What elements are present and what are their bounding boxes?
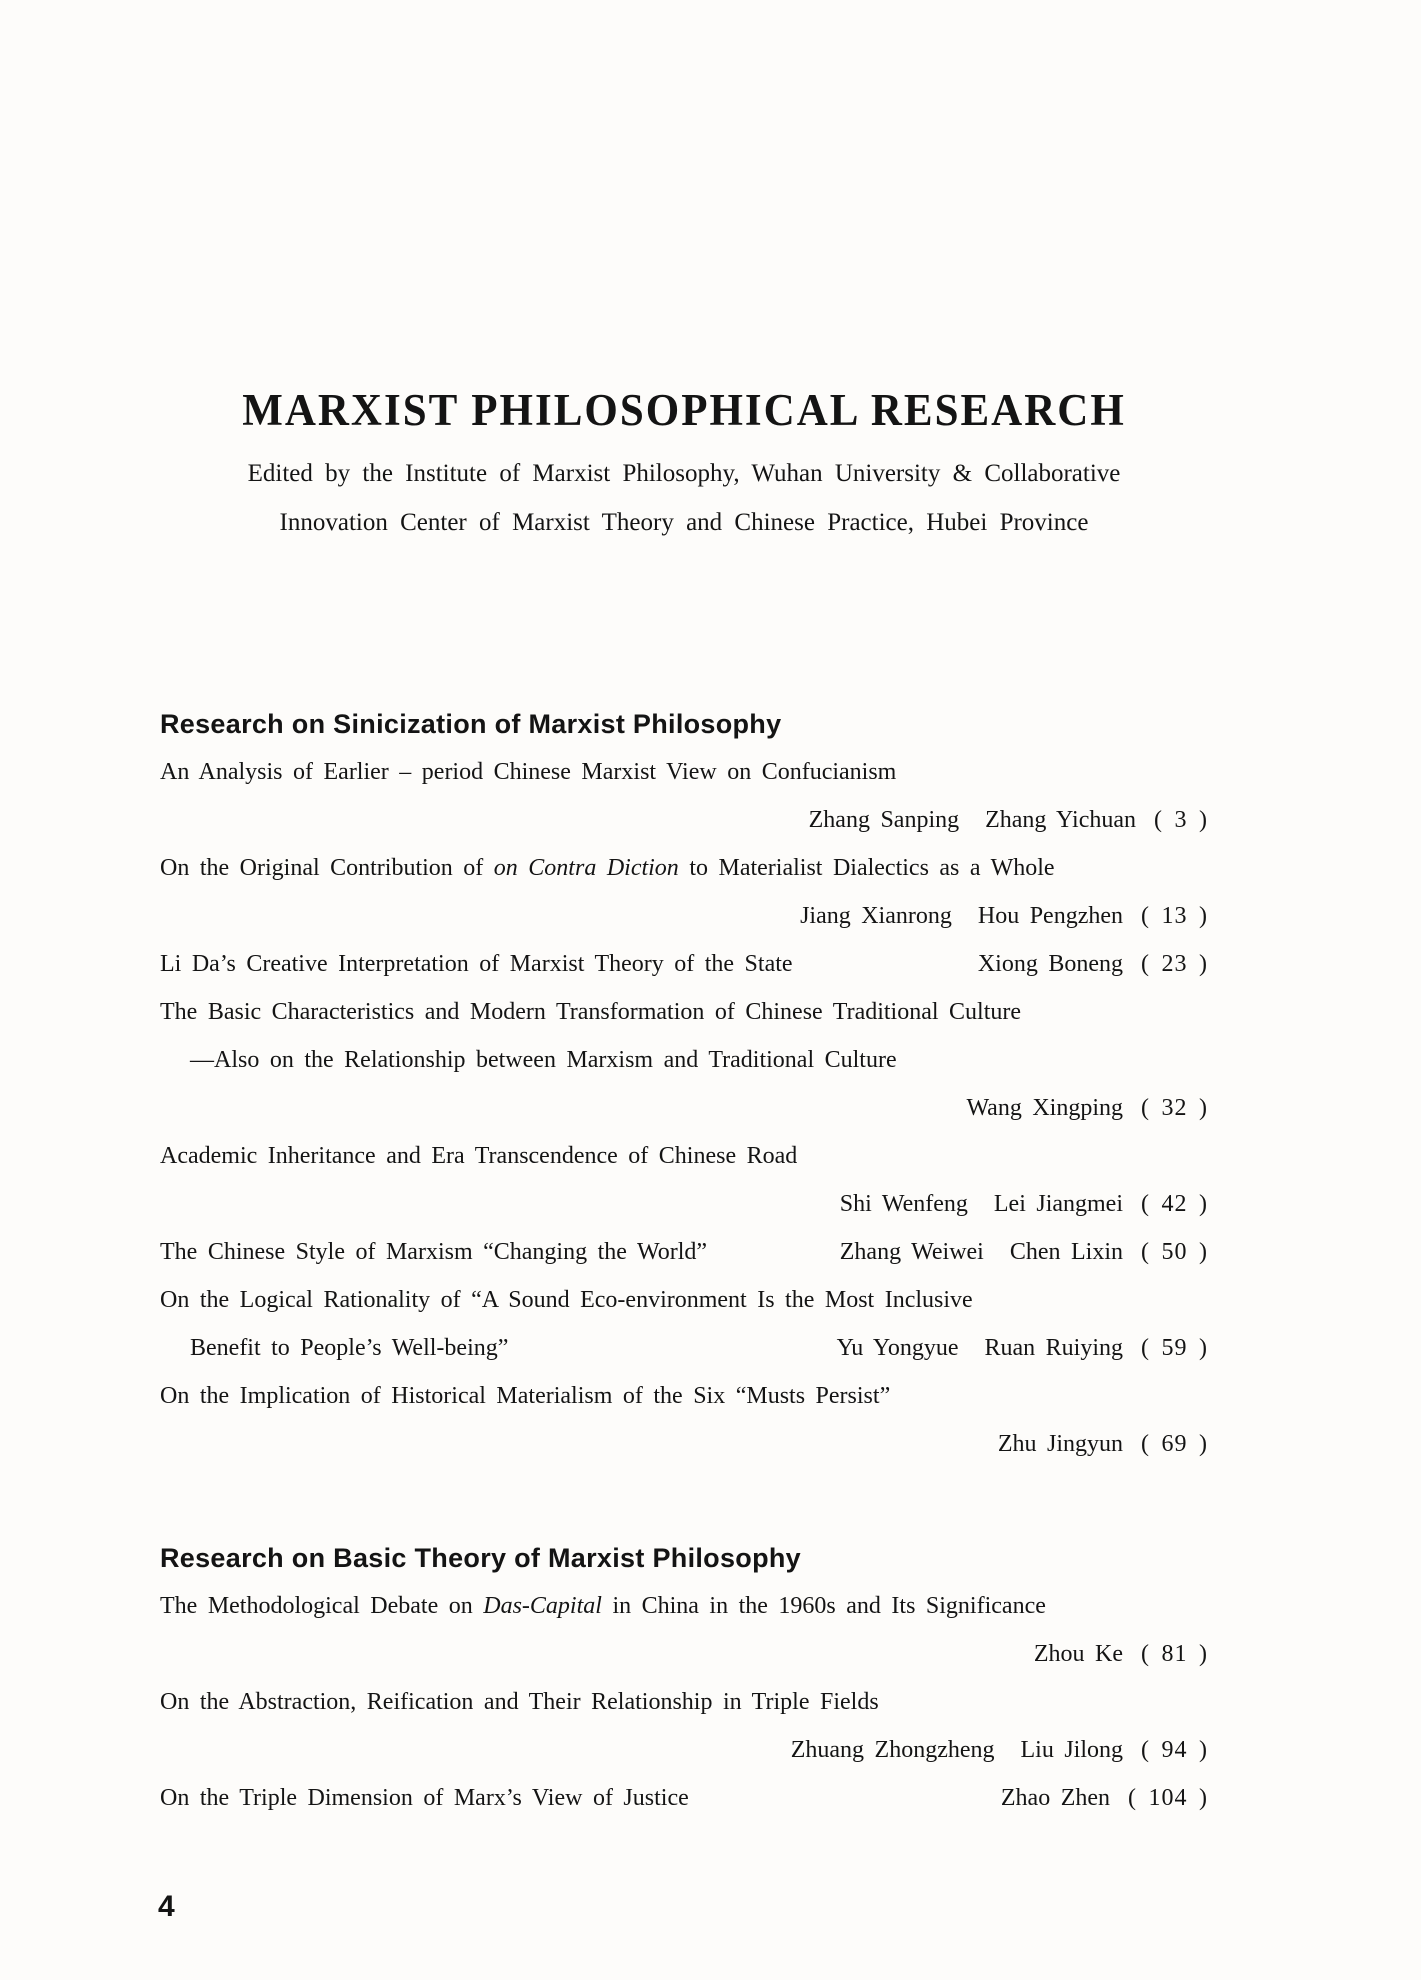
page-ref: ( 50 ): [1141, 1239, 1208, 1265]
page-ref: ( 104 ): [1128, 1785, 1208, 1811]
toc-line: [160, 844, 1208, 892]
entry-title-italic-segment: on Contra Diction: [493, 855, 679, 881]
author-name: Zhu Jingyun: [997, 1431, 1124, 1457]
page-ref: ( 42 ): [1141, 1191, 1208, 1217]
entry-title: [160, 1372, 890, 1420]
entry-title-segment: The Basic Characteristics and Modern Transformation of Chinese Traditional Culture: [160, 999, 1022, 1025]
entry-authors: [800, 892, 1208, 940]
author-name: Liu Jilong: [1020, 1737, 1124, 1763]
toc-section: [160, 1534, 1208, 1822]
page-title: MARXIST PHILOSOPHICAL RESEARCH: [242, 385, 1126, 436]
toc-line: [160, 796, 1208, 844]
entry-title: [160, 844, 1055, 892]
author-name: Chen Lixin: [1009, 1239, 1124, 1265]
toc-line: [160, 1372, 1208, 1420]
entry-title: [160, 988, 1021, 1036]
author-name: Zhou Ke: [1033, 1641, 1124, 1667]
entry-title-segment: Li Da’s Creative Interpretation of Marxist Theory of the State: [160, 951, 793, 977]
author-name: Zhang Yichuan: [985, 807, 1137, 833]
page-ref: ( 69 ): [1141, 1431, 1208, 1457]
author-name: Shi Wenfeng: [839, 1191, 968, 1217]
entry-title: [160, 1276, 973, 1324]
entry-title: [160, 1132, 797, 1180]
entry-title-segment: The Chinese Style of Marxism “Changing the World”: [160, 1239, 708, 1265]
entry-authors: [840, 1180, 1208, 1228]
toc-line: [160, 1420, 1208, 1468]
toc-line: [160, 1582, 1208, 1630]
toc: [160, 700, 1208, 1822]
entry-authors: [840, 1228, 1208, 1276]
author-name: Zhao Zhen: [1000, 1785, 1111, 1811]
entry-authors: [1034, 1630, 1208, 1678]
toc-line: [160, 1084, 1208, 1132]
page-number: 4: [158, 1890, 175, 1923]
author-name: Zhang Sanping: [808, 807, 960, 833]
entry-title: [160, 1324, 508, 1372]
author-name: Xiong Boneng: [977, 951, 1124, 977]
entry-authors: [978, 940, 1208, 988]
entry-authors: [1001, 1774, 1208, 1822]
entry-authors: [998, 1420, 1208, 1468]
entry-title-segment: On the Abstraction, Reification and Their Relationship in Triple Fields: [160, 1689, 879, 1715]
entry-title: [160, 1582, 1046, 1630]
entry-title: [160, 1774, 689, 1822]
toc-line: [160, 1678, 1208, 1726]
toc-line: [160, 1276, 1208, 1324]
toc-line: [160, 1036, 1208, 1084]
toc-line: [160, 1324, 1208, 1372]
page-ref: ( 94 ): [1141, 1737, 1208, 1763]
toc-line: [160, 892, 1208, 940]
entry-title: [160, 748, 896, 796]
toc-line: [160, 1726, 1208, 1774]
toc-section: [160, 700, 1208, 1468]
entry-title-segment: Benefit to People’s Well-being”: [190, 1335, 509, 1361]
page-ref: ( 23 ): [1141, 951, 1208, 977]
section-heading: Research on Basic Theory of Marxist Philosophy: [160, 1543, 801, 1573]
author-name: Jiang Xianrong: [800, 903, 952, 929]
entry-authors: [966, 1084, 1208, 1132]
author-name: Wang Xingping: [966, 1095, 1124, 1121]
entry-title-segment: —Also on the Relationship between Marxism and Traditional Culture: [190, 1047, 897, 1073]
author-name: Hou Pengzhen: [977, 903, 1124, 929]
toc-line: [160, 1228, 1208, 1276]
entry-title-segment: The Methodological Debate on: [160, 1593, 484, 1619]
entry-authors: [809, 796, 1208, 844]
author-name: Yu Yongyue: [836, 1335, 959, 1361]
entry-title: [160, 1036, 897, 1084]
entry-title: [160, 1228, 707, 1276]
page-ref: ( 59 ): [1141, 1335, 1208, 1361]
author-name: Lei Jiangmei: [993, 1191, 1124, 1217]
subtitle-line: Innovation Center of Marxist Theory and Chinese Practice, Hubei Province: [279, 509, 1089, 536]
page-ref: ( 13 ): [1141, 903, 1208, 929]
entry-title: [160, 940, 793, 988]
entry-authors: [837, 1324, 1208, 1372]
author-name: Zhuang Zhongzheng: [790, 1737, 995, 1763]
subtitle-line: Edited by the Institute of Marxist Philosophy, Wuhan University & Collaborative: [247, 460, 1121, 487]
toc-line: [160, 940, 1208, 988]
page-ref: ( 3 ): [1154, 807, 1208, 833]
toc-line: [160, 1630, 1208, 1678]
toc-line: [160, 988, 1208, 1036]
entry-title-segment: On the Triple Dimension of Marx’s View of Justice: [160, 1785, 689, 1811]
entry-title-segment: in China in the 1960s and Its Significance: [601, 1593, 1046, 1619]
entry-title-segment: On the Implication of Historical Materialism of the Six “Musts Persist”: [160, 1383, 891, 1409]
entry-title-italic-segment: Das-Capital: [483, 1593, 602, 1619]
author-name: Zhang Weiwei: [839, 1239, 984, 1265]
page-ref: ( 32 ): [1141, 1095, 1208, 1121]
entry-title-segment: On the Logical Rationality of “A Sound Eco-environment Is the Most Inclusive: [160, 1287, 973, 1313]
entry-title-segment: Academic Inheritance and Era Transcendence of Chinese Road: [160, 1143, 798, 1169]
journal-header: [160, 386, 1208, 547]
entry-title-segment: On the Original Contribution of: [160, 855, 494, 881]
entry-title-segment: An Analysis of Earlier – period Chinese Marxist View on Confucianism: [160, 759, 897, 785]
toc-line: [160, 1132, 1208, 1180]
page-ref: ( 81 ): [1141, 1641, 1208, 1667]
author-name: Ruan Ruiying: [984, 1335, 1124, 1361]
toc-line: [160, 1774, 1208, 1822]
entry-authors: [791, 1726, 1208, 1774]
toc-line: [160, 1180, 1208, 1228]
toc-line: [160, 748, 1208, 796]
section-heading: Research on Sinicization of Marxist Philosophy: [160, 709, 782, 739]
journal-subtitle: [160, 449, 1208, 547]
entry-title: [160, 1678, 879, 1726]
entry-title-segment: to Materialist Dialectics as a Whole: [678, 855, 1055, 881]
